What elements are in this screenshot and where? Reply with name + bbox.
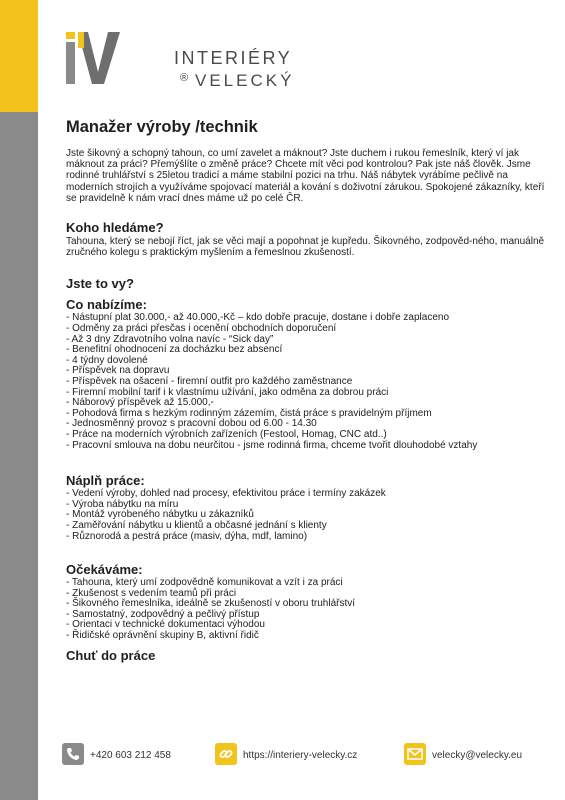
phone-icon [62,743,84,765]
brand-name-line1: INTERIÉRY [174,48,293,68]
list-item: - Příspěvek na dopravu [66,365,170,377]
closing-section [66,648,546,663]
company-logo [64,28,295,90]
job-title: Manažer výroby /technik [66,118,258,136]
list-item: - Zaměřování nábytku u klientů a občasné jednání s klienty [66,519,327,531]
registered-mark: ® [180,72,189,84]
list-item: - Šikovného řemeslníka, ideálně se zkušeností v oboru truhlářství [66,598,356,610]
list-item: - Jednosměnný provoz s pracovní dobou od 6.00 - 14.30 [66,418,317,430]
intro-paragraph: Jste šikovný a schopný tahoun, co umí zavelet a máknout? Jste duchem i rukou řemeslník, který ví jak máknout za práci? Přemýšlíte o změně práce? Chcete mít věci pod kontrolou? Pak jste náš člověk. Jsme rodinné truhlářství s 25letou tradicí a máme stabilní pozici na trhu. Náš nábytek vyrábíme pečlivě na moderních strojích a využíváme spojovací materiál a kování s doživotní zárukou. Spokojené zákazníky, kteří se pravidelně k nám vrací dnes máme už po celé ČR. [66,148,545,204]
list-item: - Zkušenost s vedením teamů při práci [66,587,237,599]
list-item: - Příspěvek na ošacení - firemní outfit pro každého zaměstnance [66,375,353,387]
list-item: - Orientaci v technické dokumentaci výhodou [66,619,265,631]
offer-section [66,297,546,451]
duties-list [66,489,546,542]
list-item: - Tahouna, který umí zodpovědně komunikovat a vzít i za práci [66,577,343,589]
list-item: - Až 3 dny Zdravotního volna navíc - “Sick day” [66,333,274,345]
list-item: - Vedení výroby, dohled nad procesy, efektivitou práce i termíny zakázek [66,488,386,500]
list-item: - Výroba nábytku na míru [66,498,179,510]
accent-stripe-yellow [0,0,38,112]
expect-list [66,578,546,642]
are-you-heading: Jste to vy? [66,276,134,292]
who-text: Tahouna, který se nebojí říct, jak se věci mají a popohnat je kupředu. Šikovného, zodpověd-ného, manuálně zručného kolegu s praktickým myšlením a řemeslnou zkušeností. [66,236,545,259]
list-item: - Náborový příspěvek až 15.000,- [66,397,214,409]
logo-monogram-icon [64,28,124,88]
mail-icon [404,743,426,765]
brand-name-line2: VELECKÝ [195,71,295,90]
who-heading: Koho hledáme? [66,220,164,236]
list-item: - Práce na moderních výrobních zařízeních (Festool, Homag, CNC atd..) [66,428,387,440]
list-item: - Montáž vyrobeného nábytku u zákazníků [66,509,254,521]
duties-section [66,473,546,542]
list-item: - Pracovní smlouva na dobu neurčitou - jsme rodinná firma, chceme tvořit dlouhodobé vztahy [66,439,478,451]
offer-list [66,313,546,451]
offer-heading: Co nabízíme: [66,297,147,313]
phone-number: +420 603 212 458 [90,750,171,761]
duties-heading: Náplň práce: [66,473,145,489]
are-you-section [66,276,546,291]
link-icon [215,743,237,765]
website-url: https://interiery-velecky.cz [243,750,358,761]
closing-heading: Chuť do práce [66,647,156,663]
who-section [66,220,546,258]
job-ad-content [66,114,546,664]
list-item: - Nástupní plat 30.000,- až 40.000,-Kč – kdo dobře pracuje, dostane i dobře zaplaceno [66,312,450,324]
expect-heading: Očekáváme: [66,562,143,578]
list-item: - Firemní mobilní tarif i k vlastnímu užívání, jako odměna za dobrou práci [66,386,389,398]
email-address: velecky@velecky.eu [432,750,522,761]
list-item: - Různorodá a pestrá práce (masiv, dýha, mdf, lamino) [66,530,308,542]
accent-stripe-gray [0,112,38,800]
list-item: - Samostatný, zodpovědný a pečlivý přístup [66,608,260,620]
list-item: - Benefitní ohodnocení za docházku bez absencí [66,344,283,356]
list-item: - 4 týdny dovolené [66,354,148,366]
list-item: - Pohodová firma s hezkým rodinným zázemím, čistá práce s pravidelným příjmem [66,407,432,419]
list-item: - Řidičské oprávnění skupiny B, aktivní řidič [66,630,259,642]
contact-footer [0,742,565,772]
list-item: - Odměny za práci přesčas i ocenění obchodních doporučení [66,323,337,335]
expect-section [66,562,546,642]
